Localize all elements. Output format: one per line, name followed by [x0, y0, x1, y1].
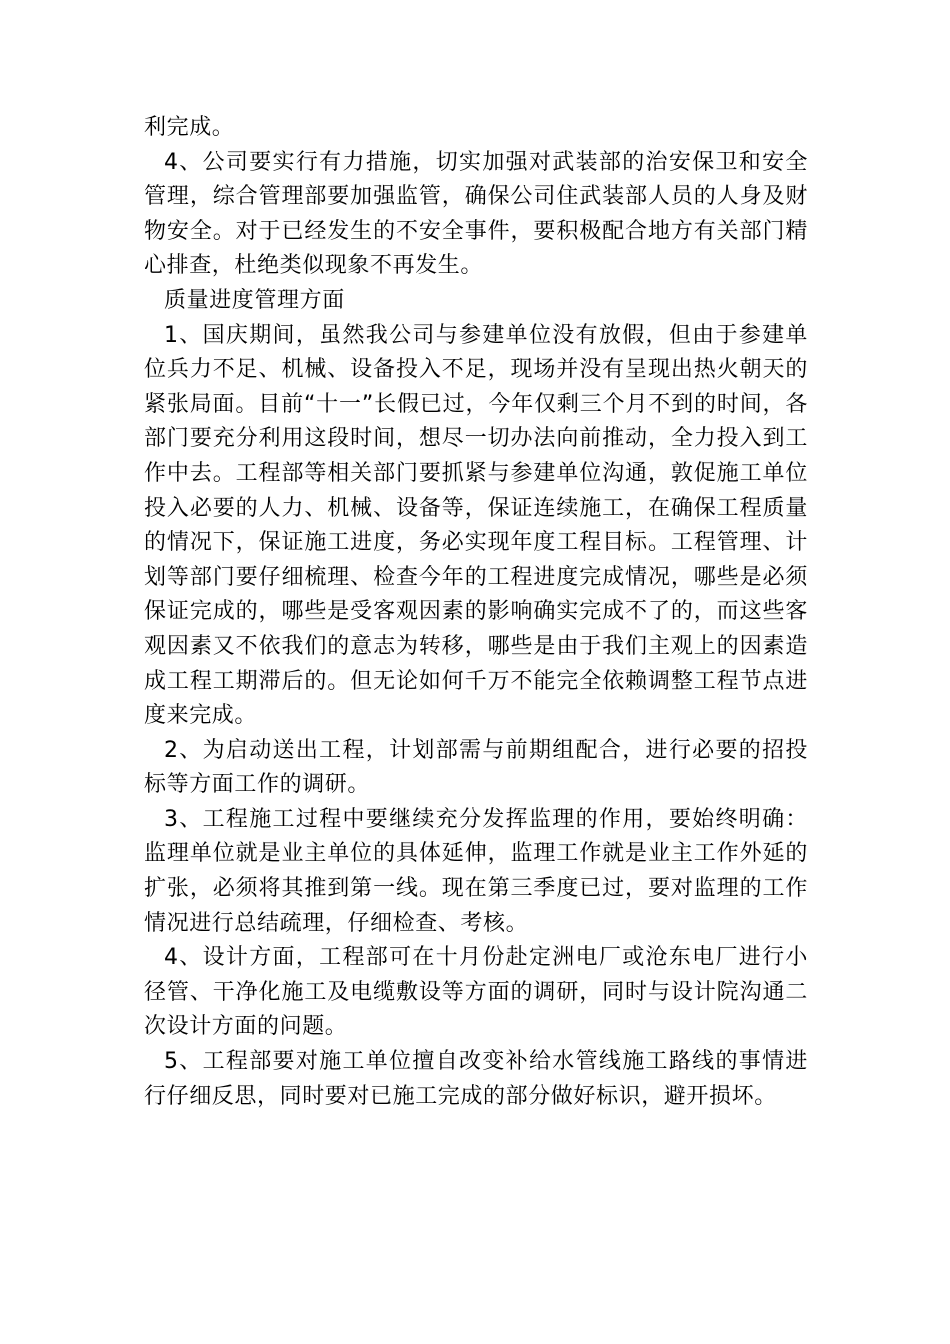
paragraph-quality-item-4: 4、设计方面，工程部可在十月份赴定洲电厂或沧东电厂进行小径管、干净化施工及电缆敷设等方面的调研，同时与设计院沟通二次设计方面的问题。 [144, 945, 808, 1040]
document-body [144, 111, 808, 1114]
paragraph-quality-item-5: 5、工程部要对施工单位擅自改变补给水管线施工路线的事情进行仔细反思，同时要对已施工完成的部分做好标识，避开损坏。 [144, 1049, 808, 1109]
paragraph-quality-item-1: 1、国庆期间，虽然我公司与参建单位没有放假，但由于参建单位兵力不足、机械、设备投入不足，现场并没有呈现出热火朝天的紧张局面。目前“十一”长假已过，今年仅剩三个月不到的时间，各部门要充分利用这段时间，想尽一切办法向前推动，全力投入到工作中去。工程部等相关部门要抓紧与参建单位沟通，敦促施工单位投入必要的人力、机械、设备等，保证连续施工，在确保工程质量的情况下，保证施工进度，务必实现年度工程目标。工程管理、计划等部门要仔细梳理、检查今年的工程进度完成情况，哪些是必须保证完成的，哪些是受客观因素的影响确实完成不了的，而这些客观因素又不依我们的意志为转移，哪些是由于我们主观上的因素造成工程工期滞后的。但无论如何千万不能完全依赖调整工程节点进度来完成。 [144, 322, 808, 729]
section-heading-quality-progress: 质量进度管理方面 [164, 287, 345, 313]
paragraph-security-item-4: 4、公司要实行有力措施，切实加强对武装部的治安保卫和安全管理，综合管理部要加强监管，确保公司住武装部人员的人身及财物安全。对于已经发生的不安全事件，要积极配合地方有关部门精心排查，杜绝类似现象不再发生。 [144, 149, 808, 279]
paragraph-quality-item-3: 3、工程施工过程中要继续充分发挥监理的作用，要始终明确：监理单位就是业主单位的具体延伸，监理工作就是业主工作外延的扩张，必须将其推到第一线。现在第三季度已过，要对监理的工作情况进行总结疏理，仔细检查、考核。 [144, 806, 808, 936]
paragraph-quality-item-2: 2、为启动送出工程，计划部需与前期组配合，进行必要的招投标等方面工作的调研。 [144, 737, 808, 798]
paragraph-continuation: 利完成。 [144, 115, 235, 140]
